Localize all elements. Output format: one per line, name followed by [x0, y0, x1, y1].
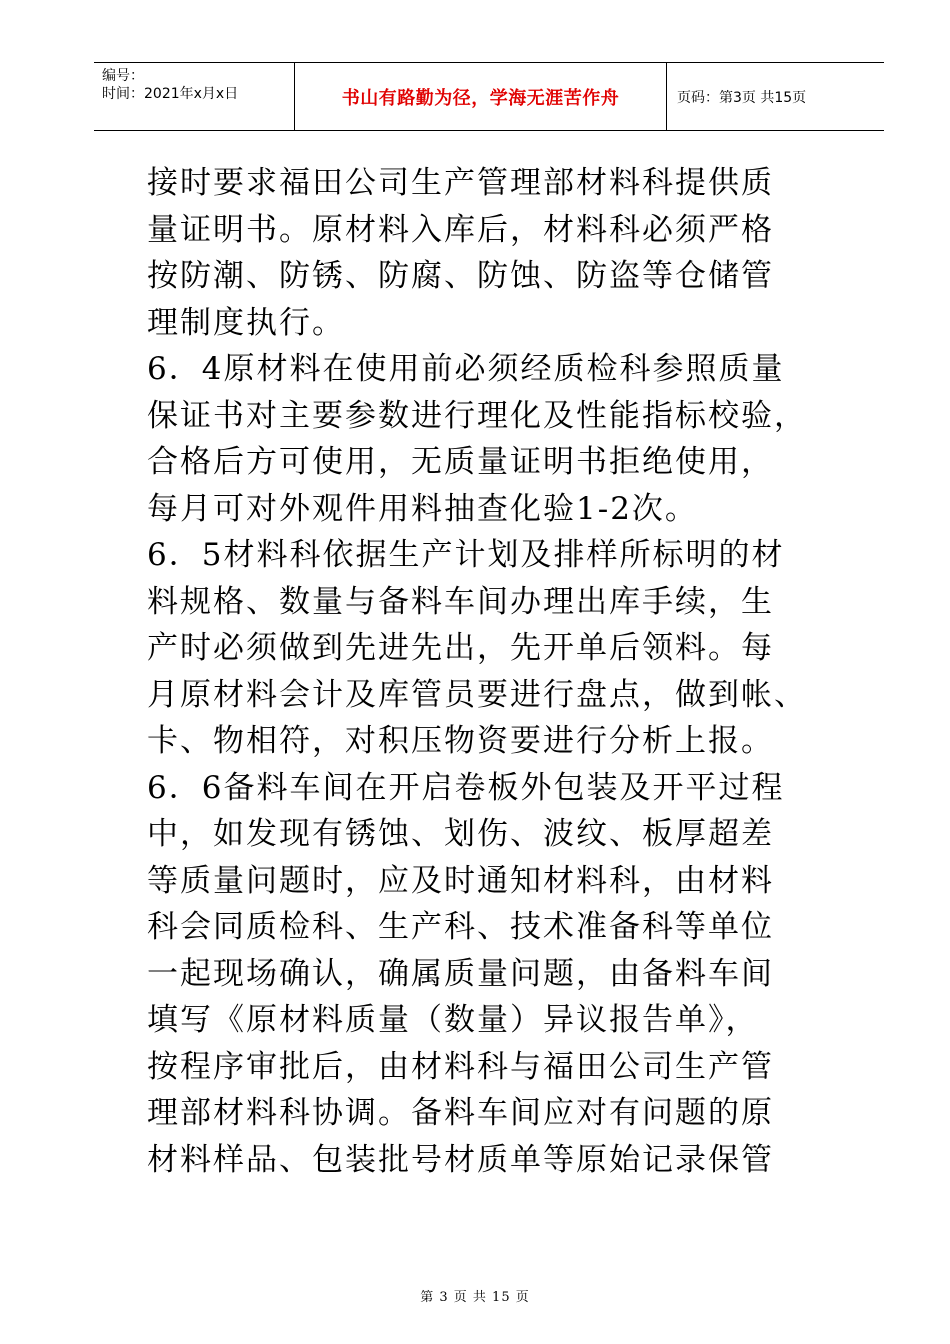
body-line: 中，如发现有锈蚀、划伤、波纹、板厚超差 — [147, 816, 774, 852]
body-line: 合格后方可使用，无质量证明书拒绝使用， — [147, 444, 774, 480]
body-line: 6．4原材料在使用前必须经质检科参照质量 — [147, 351, 785, 387]
body-line: 一起现场确认，确属质量问题，由备料车间 — [147, 955, 774, 992]
body-line: 接时要求福田公司生产管理部材料科提供质 — [147, 165, 774, 201]
body-line: 量证明书。原材料入库后，材料科必须严格 — [147, 211, 774, 248]
body-line: 按防潮、防锈、防腐、防蚀、防盗等仓储管 — [147, 258, 774, 294]
body-text — [147, 160, 847, 1183]
body-line: 填写《原材料质量（数量）异议报告单》， — [147, 1002, 759, 1038]
page-footer: 第 3 页 共 15 页 — [420, 1290, 530, 1305]
body-line: 等质量问题时，应及时通知材料科，由材料 — [147, 862, 774, 899]
header-motto: 书山有路勤为径，学海无涯苦作舟 — [295, 63, 667, 130]
body-line: 保证书对主要参数进行理化及性能指标校验， — [147, 397, 807, 434]
body-line: 材料样品、包装批号材质单等原始记录保管 — [147, 1141, 774, 1178]
body-line: 科会同质检科、生产科、技术准备科等单位 — [147, 909, 774, 945]
body-line: 按程序审批后，由材料科与福田公司生产管 — [147, 1048, 774, 1085]
body-line: 卡、物相符，对积压物资要进行分析上报。 — [147, 723, 774, 759]
header-page-info: 页码：第3页 共15页 — [677, 89, 807, 106]
body-line: 料规格、数量与备料车间办理出库手续，生 — [147, 583, 774, 620]
body-line: 理制度执行。 — [147, 304, 345, 341]
time-label: 时间：2021年x月x日 — [102, 86, 239, 102]
code-label: 编号： — [102, 68, 144, 84]
body-line: 产时必须做到先进先出，先开单后领料。每 — [147, 630, 774, 666]
page-header — [94, 62, 884, 131]
header-meta-cell — [94, 63, 295, 130]
body-line: 6．5材料科依据生产计划及排样所标明的材 — [147, 537, 785, 573]
body-line: 每月可对外观件用料抽查化验1-2次。 — [147, 490, 698, 527]
body-line: 6．6备料车间在开启卷板外包装及开平过程 — [147, 769, 785, 806]
body-line: 理部材料科协调。备料车间应对有问题的原 — [147, 1095, 774, 1131]
body-line: 月原材料会计及库管员要进行盘点，做到帐、 — [147, 676, 807, 713]
